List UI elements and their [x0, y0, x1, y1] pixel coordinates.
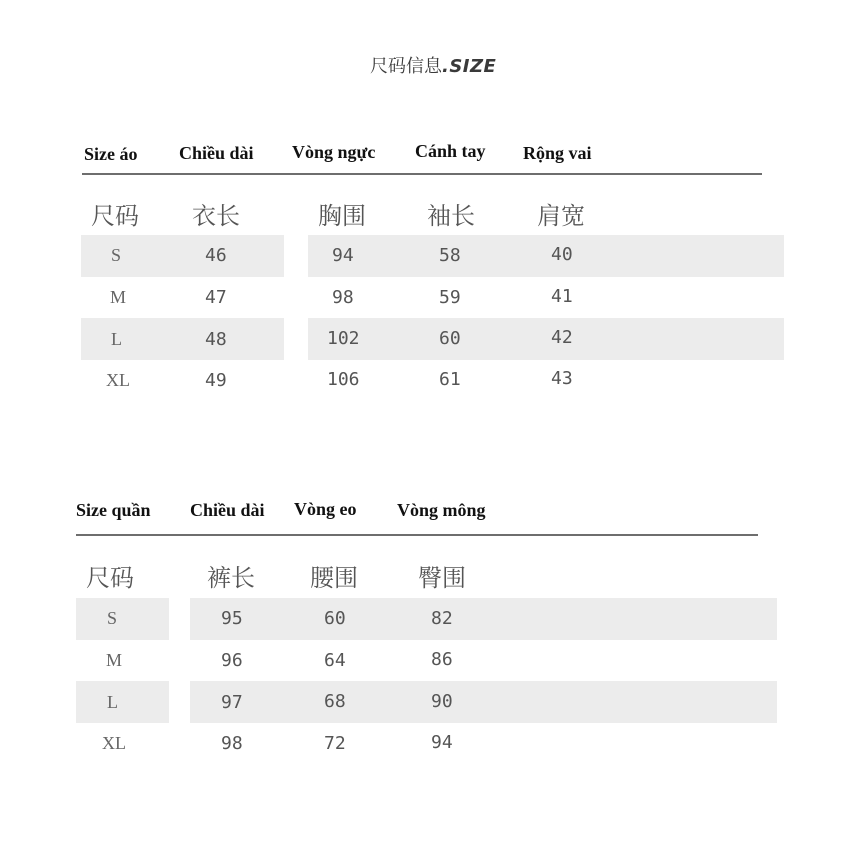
shirt-sleeve-m: 59	[439, 287, 461, 308]
pants-waist-s: 60	[324, 608, 346, 629]
shirt-chest-xl: 106	[327, 369, 360, 390]
pants-length-xl: 98	[221, 733, 243, 754]
shirt-row-band-l	[0, 318, 868, 360]
pants-hip-xl: 94	[431, 732, 453, 753]
pants-length-s: 95	[221, 608, 243, 629]
pants-header-length: Chiều dài	[190, 500, 265, 520]
pants-header-size: Size quần	[76, 500, 151, 520]
shirt-shoulder-xl: 43	[551, 368, 573, 389]
shirt-size-m: M	[110, 287, 127, 307]
pants-size-s: S	[107, 608, 118, 628]
pants-size-m: M	[106, 650, 123, 670]
shirt-zh-header-chest: 胸围	[318, 202, 366, 230]
shirt-header-chest: Vòng ngực	[292, 142, 376, 162]
title-chinese: 尺码信息	[370, 56, 442, 77]
shirt-size-xl: XL	[106, 370, 130, 390]
shirt-shoulder-s: 40	[551, 244, 573, 265]
pants-header-hip: Vòng mông	[397, 500, 486, 520]
pants-hip-m: 86	[431, 649, 453, 670]
pants-length-m: 96	[221, 650, 243, 671]
pants-waist-m: 64	[324, 650, 346, 671]
shirt-size-s: S	[111, 245, 122, 265]
shirt-zh-header-shoulder: 肩宽	[537, 202, 585, 230]
shirt-length-m: 47	[205, 287, 227, 308]
shirt-length-xl: 49	[205, 370, 227, 391]
pants-header-waist: Vòng eo	[294, 499, 357, 519]
pants-zh-header-waist: 腰围	[310, 564, 358, 592]
shirt-header-rule	[82, 173, 762, 175]
shirt-sleeve-l: 60	[439, 328, 461, 349]
shirt-length-l: 48	[205, 329, 227, 350]
shirt-zh-header-length: 衣长	[192, 202, 240, 230]
pants-zh-header-hip: 臀围	[418, 564, 466, 592]
pants-hip-s: 82	[431, 608, 453, 629]
pants-waist-xl: 72	[324, 733, 346, 754]
shirt-length-s: 46	[205, 245, 227, 266]
shirt-chest-s: 94	[332, 245, 354, 266]
shirt-sleeve-xl: 61	[439, 369, 461, 390]
shirt-header-length: Chiều dài	[179, 143, 254, 163]
shirt-header-sleeve: Cánh tay	[415, 141, 486, 161]
shirt-shoulder-l: 42	[551, 327, 573, 348]
shirt-sleeve-s: 58	[439, 245, 461, 266]
pants-size-l: L	[107, 692, 118, 712]
pants-length-l: 97	[221, 692, 243, 713]
shirt-zh-header-size: 尺码	[91, 202, 139, 230]
shirt-chest-l: 102	[327, 328, 360, 349]
shirt-header-size: Size áo	[84, 144, 138, 164]
pants-zh-header-length: 裤长	[207, 564, 255, 592]
shirt-chest-m: 98	[332, 287, 354, 308]
shirt-zh-header-sleeve: 袖长	[427, 202, 475, 230]
title-size-word: .SIZE	[442, 56, 497, 77]
pants-hip-l: 90	[431, 691, 453, 712]
shirt-shoulder-m: 41	[551, 286, 573, 307]
shirt-size-l: L	[111, 329, 122, 349]
page-title	[370, 52, 496, 78]
pants-waist-l: 68	[324, 691, 346, 712]
shirt-row-band-s	[0, 235, 868, 277]
pants-size-xl: XL	[102, 733, 126, 753]
shirt-header-shoulder: Rộng vai	[523, 143, 592, 163]
pants-zh-header-size: 尺码	[86, 564, 134, 592]
pants-header-rule	[76, 534, 758, 536]
